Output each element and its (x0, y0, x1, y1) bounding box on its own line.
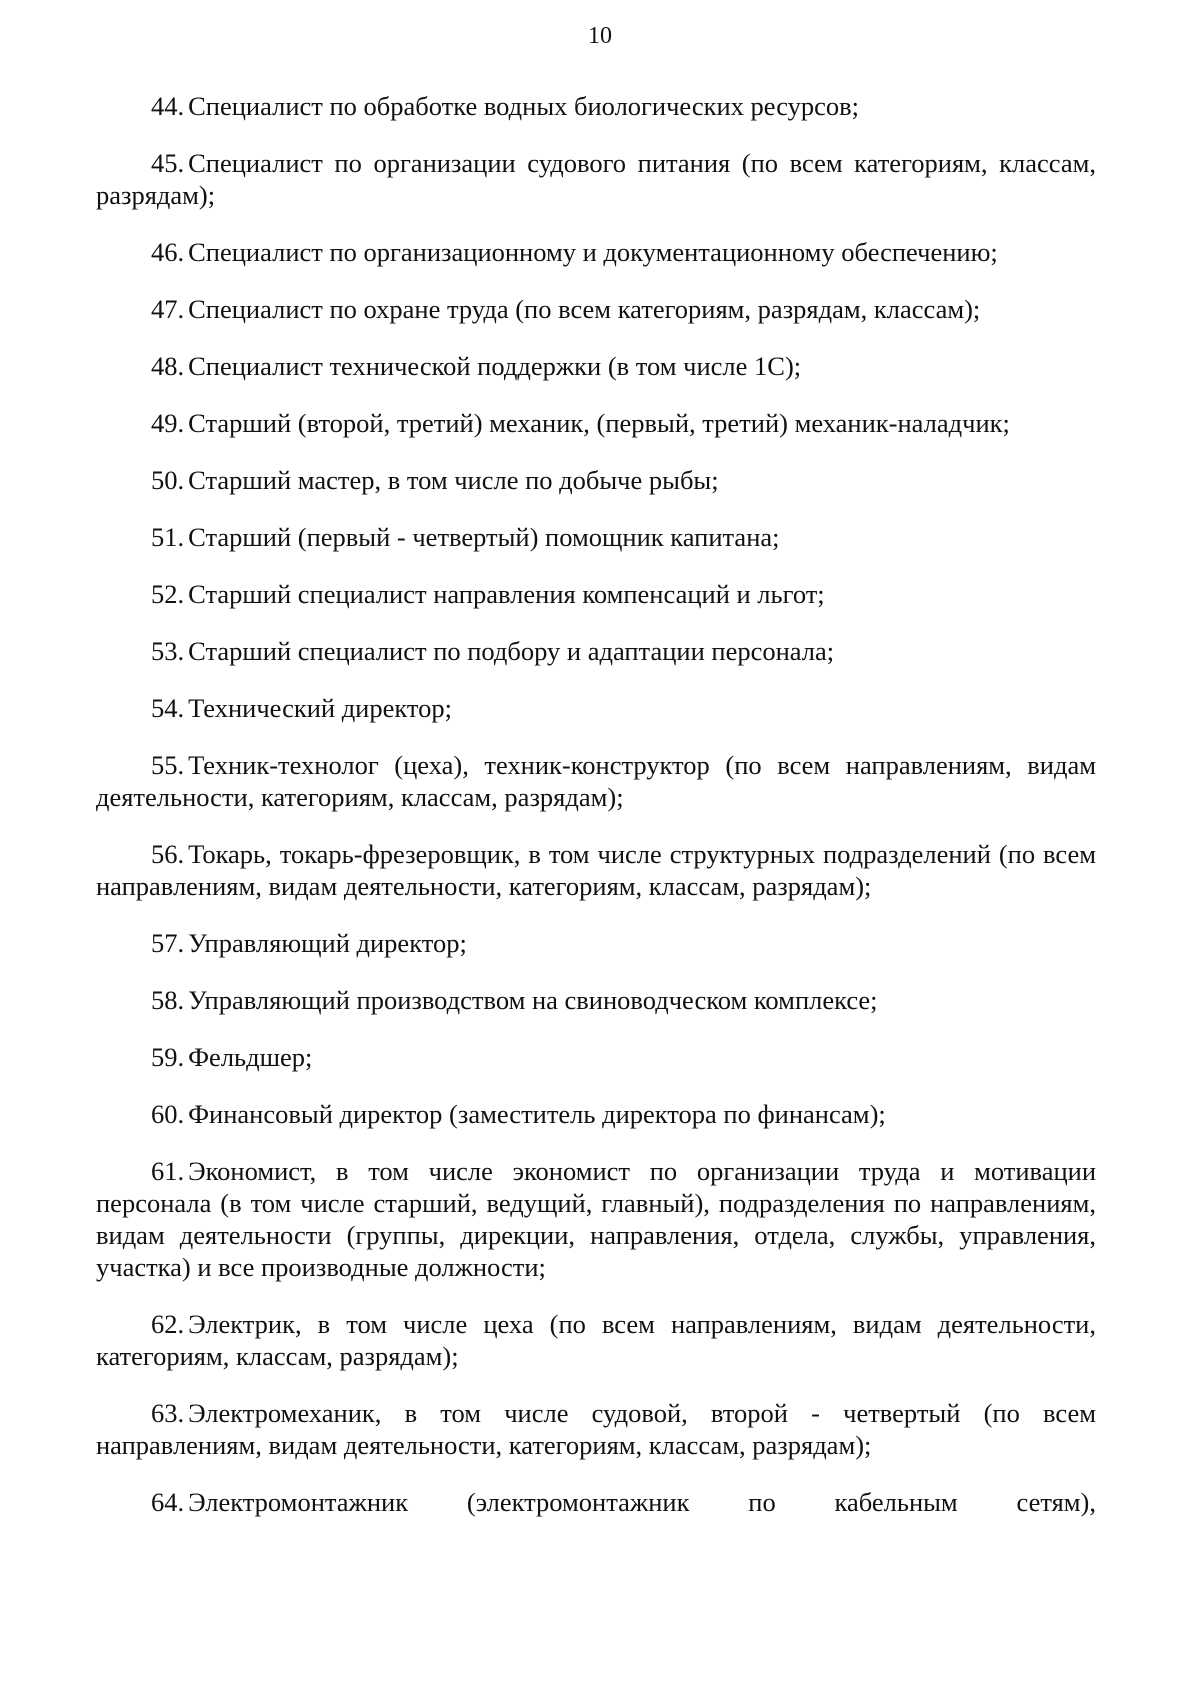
item-text: Электромонтажник (электромонтажник по кабельным сетям), (188, 1487, 1096, 1517)
item-number: 47. (151, 294, 185, 324)
list-item (96, 464, 1096, 496)
list-item (96, 1041, 1096, 1073)
item-number: 63. (151, 1398, 185, 1428)
list-item (96, 1098, 1096, 1130)
item-text: Управляющий производством на свиноводческом комплексе; (188, 985, 878, 1015)
list-item (96, 984, 1096, 1016)
item-number: 62. (151, 1309, 185, 1339)
item-number: 50. (151, 465, 185, 495)
item-text: Электрик, в том числе цеха (по всем направлениям, видам деятельности, категориям, классам, разрядам); (96, 1309, 1096, 1371)
list-item (96, 1155, 1096, 1283)
item-text: Специалист по организации судового питания (по всем категориям, классам, разрядам); (96, 148, 1096, 210)
item-text: Старший мастер, в том числе по добыче рыбы; (188, 465, 719, 495)
list-item (96, 293, 1096, 325)
list-item (96, 521, 1096, 553)
list-item (96, 692, 1096, 724)
list-item (96, 90, 1096, 122)
item-text: Экономист, в том числе экономист по организации труда и мотивации персонала (в том числе старший, ведущий, главный), подразделения по направлениям, видам деятельности (группы, дирекции, направления, отдела, службы, управления, участка) и все производные должности; (96, 1156, 1096, 1282)
item-number: 49. (151, 408, 185, 438)
numbered-list (96, 90, 1096, 1543)
list-item (96, 838, 1096, 902)
item-number: 52. (151, 579, 185, 609)
item-text: Старший специалист направления компенсаций и льгот; (188, 579, 825, 609)
list-item (96, 1308, 1096, 1372)
item-text: Старший (второй, третий) механик, (первый, третий) механик-наладчик; (188, 408, 1010, 438)
item-text: Специалист по обработке водных биологических ресурсов; (188, 91, 860, 121)
item-number: 60. (151, 1099, 185, 1129)
item-text: Финансовый директор (заместитель директора по финансам); (188, 1099, 886, 1129)
item-number: 56. (151, 839, 185, 869)
item-number: 64. (151, 1487, 185, 1517)
item-text: Старший специалист по подбору и адаптации персонала; (188, 636, 835, 666)
item-number: 54. (151, 693, 185, 723)
list-item (96, 1397, 1096, 1461)
item-number: 58. (151, 985, 185, 1015)
item-number: 51. (151, 522, 185, 552)
item-number: 44. (151, 91, 185, 121)
item-number: 55. (151, 750, 185, 780)
item-text: Старший (первый - четвертый) помощник капитана; (188, 522, 780, 552)
item-text: Фельдшер; (188, 1042, 313, 1072)
list-item (96, 350, 1096, 382)
list-item (96, 236, 1096, 268)
list-item (96, 578, 1096, 610)
list-item (96, 407, 1096, 439)
item-number: 46. (151, 237, 185, 267)
list-item (96, 1486, 1096, 1518)
item-text: Специалист технической поддержки (в том числе 1С); (188, 351, 802, 381)
item-number: 59. (151, 1042, 185, 1072)
item-text: Технический директор; (188, 693, 452, 723)
list-item (96, 635, 1096, 667)
item-number: 61. (151, 1156, 185, 1186)
list-item (96, 147, 1096, 211)
list-item (96, 927, 1096, 959)
list-item (96, 749, 1096, 813)
item-number: 48. (151, 351, 185, 381)
item-text: Техник-технолог (цеха), техник-конструктор (по всем направлениям, видам деятельности, категориям, классам, разрядам); (96, 750, 1096, 812)
item-number: 45. (151, 148, 185, 178)
item-text: Управляющий директор; (188, 928, 467, 958)
item-text: Специалист по организационному и документационному обеспечению; (188, 237, 998, 267)
page-number: 10 (588, 23, 612, 49)
item-number: 53. (151, 636, 185, 666)
item-text: Электромеханик, в том числе судовой, второй - четвертый (по всем направлениям, видам деятельности, категориям, классам, разрядам); (96, 1398, 1096, 1460)
item-number: 57. (151, 928, 185, 958)
item-text: Токарь, токарь-фрезеровщик, в том числе структурных подразделений (по всем направлениям, видам деятельности, категориям, классам, разрядам); (96, 839, 1096, 901)
item-text: Специалист по охране труда (по всем категориям, разрядам, классам); (188, 294, 981, 324)
